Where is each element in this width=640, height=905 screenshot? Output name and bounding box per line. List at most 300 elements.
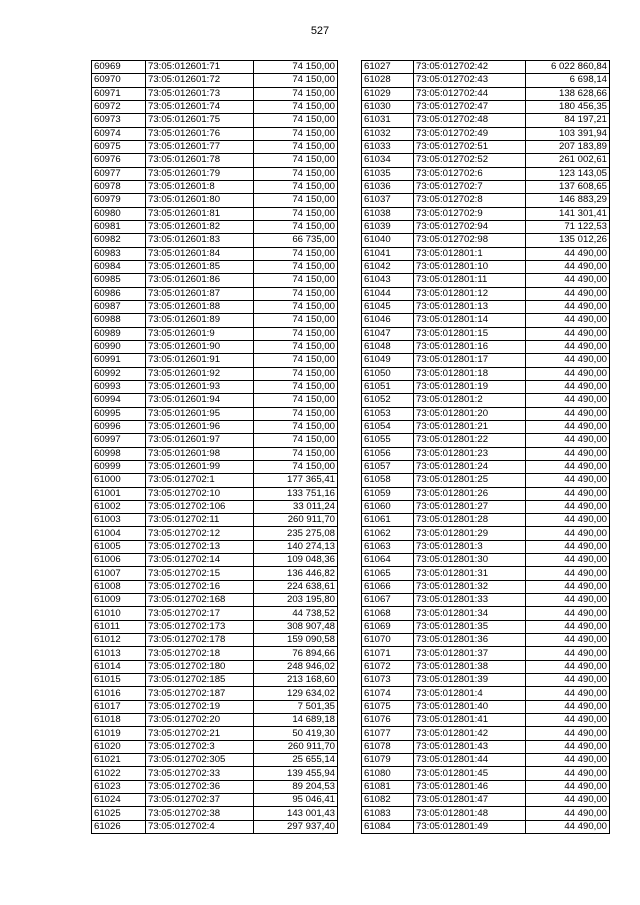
table-row — [92, 300, 338, 313]
value-cell: 74 150,00 — [254, 274, 338, 287]
table-row — [362, 820, 610, 833]
cadastral-number-cell: 73:05:012801:21 — [414, 420, 526, 433]
value-cell: 44 490,00 — [526, 620, 610, 633]
value-cell: 308 907,48 — [254, 620, 338, 633]
value-cell: 44 490,00 — [526, 474, 610, 487]
row-number-cell: 61074 — [362, 687, 414, 700]
value-cell: 74 150,00 — [254, 207, 338, 220]
table-row — [92, 487, 338, 500]
row-number-cell: 61057 — [362, 460, 414, 473]
table-row — [362, 154, 610, 167]
table-row — [92, 594, 338, 607]
row-number-cell: 60990 — [92, 340, 146, 353]
value-cell: 159 090,58 — [254, 634, 338, 647]
table-row — [92, 61, 338, 74]
row-number-cell: 61026 — [92, 820, 146, 833]
table-row — [92, 234, 338, 247]
cadastral-number-cell: 73:05:012702:168 — [146, 594, 254, 607]
cadastral-number-cell: 73:05:012601:79 — [146, 167, 254, 180]
table-row — [362, 807, 610, 820]
row-number-cell: 60980 — [92, 207, 146, 220]
row-number-cell: 60993 — [92, 380, 146, 393]
value-cell: 137 608,65 — [526, 180, 610, 193]
table-row — [362, 540, 610, 553]
value-cell: 140 274,13 — [254, 540, 338, 553]
table-row — [92, 607, 338, 620]
row-number-cell: 60970 — [92, 74, 146, 87]
cadastral-number-cell: 73:05:012801:40 — [414, 700, 526, 713]
value-cell: 260 911,70 — [254, 514, 338, 527]
value-cell: 44 490,00 — [526, 300, 610, 313]
value-cell: 74 150,00 — [254, 434, 338, 447]
row-number-cell: 61040 — [362, 234, 414, 247]
row-number-cell: 61077 — [362, 727, 414, 740]
table-row — [92, 740, 338, 753]
table-row — [362, 767, 610, 780]
cadastral-number-cell: 73:05:012601:95 — [146, 407, 254, 420]
table-row — [362, 580, 610, 593]
row-number-cell: 60977 — [92, 167, 146, 180]
value-cell: 44 490,00 — [526, 674, 610, 687]
cadastral-number-cell: 73:05:012702:180 — [146, 660, 254, 673]
value-cell: 44 490,00 — [526, 274, 610, 287]
cadastral-number-cell: 73:05:012702:21 — [146, 727, 254, 740]
table-row — [362, 620, 610, 633]
table-row — [92, 460, 338, 473]
cadastral-number-cell: 73:05:012601:88 — [146, 300, 254, 313]
row-number-cell: 60985 — [92, 274, 146, 287]
row-number-cell: 61016 — [92, 687, 146, 700]
row-number-cell: 60991 — [92, 354, 146, 367]
value-cell: 177 365,41 — [254, 474, 338, 487]
value-cell: 74 150,00 — [254, 61, 338, 74]
table-row — [92, 500, 338, 513]
row-number-cell: 61000 — [92, 474, 146, 487]
value-cell: 74 150,00 — [254, 380, 338, 393]
cadastral-number-cell: 73:05:012702:12 — [146, 527, 254, 540]
table-row — [362, 380, 610, 393]
value-cell: 44 490,00 — [526, 660, 610, 673]
table-row — [362, 114, 610, 127]
table-row — [92, 434, 338, 447]
table-row — [92, 314, 338, 327]
row-number-cell: 61018 — [92, 714, 146, 727]
cadastral-number-cell: 73:05:012601:99 — [146, 460, 254, 473]
row-number-cell: 61046 — [362, 314, 414, 327]
row-number-cell: 61082 — [362, 794, 414, 807]
row-number-cell: 61022 — [92, 767, 146, 780]
table-row — [362, 367, 610, 380]
cadastral-number-cell: 73:05:012702:8 — [414, 194, 526, 207]
value-cell: 74 150,00 — [254, 154, 338, 167]
row-number-cell: 61042 — [362, 260, 414, 273]
cadastral-number-cell: 73:05:012801:36 — [414, 634, 526, 647]
value-cell: 44 490,00 — [526, 354, 610, 367]
row-number-cell: 60979 — [92, 194, 146, 207]
value-cell: 44 490,00 — [526, 794, 610, 807]
cadastral-number-cell: 73:05:012801:24 — [414, 460, 526, 473]
cadastral-number-cell: 73:05:012801:11 — [414, 274, 526, 287]
value-cell: 6 022 860,84 — [526, 61, 610, 74]
row-number-cell: 61064 — [362, 554, 414, 567]
value-cell: 44 490,00 — [526, 780, 610, 793]
value-cell: 44 490,00 — [526, 714, 610, 727]
value-cell: 44 738,52 — [254, 607, 338, 620]
table-row — [92, 100, 338, 113]
table-row — [92, 380, 338, 393]
row-number-cell: 60971 — [92, 87, 146, 100]
row-number-cell: 61036 — [362, 180, 414, 193]
cadastral-number-cell: 73:05:012702:7 — [414, 180, 526, 193]
table-row — [362, 500, 610, 513]
row-number-cell: 61019 — [92, 727, 146, 740]
cadastral-number-cell: 73:05:012702:187 — [146, 687, 254, 700]
table-row — [362, 100, 610, 113]
table-row — [362, 554, 610, 567]
table-row — [92, 274, 338, 287]
value-cell: 84 197,21 — [526, 114, 610, 127]
row-number-cell: 60986 — [92, 287, 146, 300]
cadastral-number-cell: 73:05:012702:106 — [146, 500, 254, 513]
cadastral-number-cell: 73:05:012801:22 — [414, 434, 526, 447]
value-cell: 74 150,00 — [254, 87, 338, 100]
cadastral-number-cell: 73:05:012702:18 — [146, 647, 254, 660]
row-number-cell: 61003 — [92, 514, 146, 527]
cadastral-number-cell: 73:05:012601:90 — [146, 340, 254, 353]
cadastral-number-cell: 73:05:012601:72 — [146, 74, 254, 87]
table-row — [92, 207, 338, 220]
value-cell: 44 490,00 — [526, 607, 610, 620]
value-cell: 248 946,02 — [254, 660, 338, 673]
table-row — [362, 260, 610, 273]
row-number-cell: 61023 — [92, 780, 146, 793]
table-row — [92, 580, 338, 593]
table-row — [92, 354, 338, 367]
row-number-cell: 61055 — [362, 434, 414, 447]
table-row — [362, 714, 610, 727]
table-row — [362, 220, 610, 233]
row-number-cell: 61068 — [362, 607, 414, 620]
table-row — [92, 514, 338, 527]
table-row — [92, 754, 338, 767]
cadastral-number-cell: 73:05:012801:28 — [414, 514, 526, 527]
row-number-cell: 60981 — [92, 220, 146, 233]
cadastral-number-cell: 73:05:012801:23 — [414, 447, 526, 460]
value-cell: 261 002,61 — [526, 154, 610, 167]
cadastral-number-cell: 73:05:012702:9 — [414, 207, 526, 220]
row-number-cell: 60994 — [92, 394, 146, 407]
table-row — [362, 180, 610, 193]
table-row — [362, 354, 610, 367]
value-cell: 74 150,00 — [254, 220, 338, 233]
row-number-cell: 61024 — [92, 794, 146, 807]
value-cell: 203 195,80 — [254, 594, 338, 607]
value-cell: 74 150,00 — [254, 74, 338, 87]
value-cell: 74 150,00 — [254, 140, 338, 153]
value-cell: 44 490,00 — [526, 580, 610, 593]
row-number-cell: 61071 — [362, 647, 414, 660]
table-row — [362, 87, 610, 100]
row-number-cell: 60999 — [92, 460, 146, 473]
table-row — [92, 700, 338, 713]
cadastral-number-cell: 73:05:012801:41 — [414, 714, 526, 727]
table-row — [92, 647, 338, 660]
value-cell: 74 150,00 — [254, 407, 338, 420]
cadastral-number-cell: 73:05:012601:98 — [146, 447, 254, 460]
cadastral-number-cell: 73:05:012601:84 — [146, 247, 254, 260]
cadastral-number-cell: 73:05:012702:51 — [414, 140, 526, 153]
row-number-cell: 61052 — [362, 394, 414, 407]
table-row — [92, 327, 338, 340]
cadastral-number-cell: 73:05:012601:82 — [146, 220, 254, 233]
row-number-cell: 61079 — [362, 754, 414, 767]
cadastral-number-cell: 73:05:012801:47 — [414, 794, 526, 807]
row-number-cell: 60997 — [92, 434, 146, 447]
table-row — [362, 687, 610, 700]
row-number-cell: 60982 — [92, 234, 146, 247]
row-number-cell: 61007 — [92, 567, 146, 580]
table-row — [362, 794, 610, 807]
cadastral-number-cell: 73:05:012702:44 — [414, 87, 526, 100]
table-row — [92, 340, 338, 353]
value-cell: 74 150,00 — [254, 127, 338, 140]
table-row — [92, 634, 338, 647]
value-cell: 44 490,00 — [526, 460, 610, 473]
value-cell: 235 275,08 — [254, 527, 338, 540]
cadastral-number-cell: 73:05:012702:16 — [146, 580, 254, 593]
cadastral-number-cell: 73:05:012601:71 — [146, 61, 254, 74]
row-number-cell: 61058 — [362, 474, 414, 487]
table-row — [92, 567, 338, 580]
cadastral-number-cell: 73:05:012601:78 — [146, 154, 254, 167]
cadastral-number-cell: 73:05:012601:85 — [146, 260, 254, 273]
table-row — [92, 474, 338, 487]
cadastral-number-cell: 73:05:012801:3 — [414, 540, 526, 553]
value-cell: 103 391,94 — [526, 127, 610, 140]
table-row — [362, 780, 610, 793]
row-number-cell: 61048 — [362, 340, 414, 353]
cadastral-number-cell: 73:05:012801:16 — [414, 340, 526, 353]
row-number-cell: 61047 — [362, 327, 414, 340]
row-number-cell: 61054 — [362, 420, 414, 433]
row-number-cell: 60978 — [92, 180, 146, 193]
table-row — [362, 634, 610, 647]
value-cell: 74 150,00 — [254, 314, 338, 327]
cadastral-number-cell: 73:05:012702:178 — [146, 634, 254, 647]
cadastral-number-cell: 73:05:012801:48 — [414, 807, 526, 820]
row-number-cell: 61050 — [362, 367, 414, 380]
cadastral-number-cell: 73:05:012801:34 — [414, 607, 526, 620]
value-cell: 44 490,00 — [526, 247, 610, 260]
cadastral-number-cell: 73:05:012601:87 — [146, 287, 254, 300]
cadastral-number-cell: 73:05:012702:14 — [146, 554, 254, 567]
row-number-cell: 60989 — [92, 327, 146, 340]
value-cell: 44 490,00 — [526, 594, 610, 607]
value-cell: 44 490,00 — [526, 380, 610, 393]
cadastral-number-cell: 73:05:012801:2 — [414, 394, 526, 407]
row-number-cell: 60996 — [92, 420, 146, 433]
value-cell: 14 689,18 — [254, 714, 338, 727]
value-cell: 44 490,00 — [526, 767, 610, 780]
cadastral-number-cell: 73:05:012801:44 — [414, 754, 526, 767]
cadastral-number-cell: 73:05:012702:38 — [146, 807, 254, 820]
row-number-cell: 60988 — [92, 314, 146, 327]
row-number-cell: 60972 — [92, 100, 146, 113]
cadastral-number-cell: 73:05:012601:91 — [146, 354, 254, 367]
table-row — [92, 247, 338, 260]
value-cell: 44 490,00 — [526, 407, 610, 420]
cadastral-number-cell: 73:05:012601:81 — [146, 207, 254, 220]
cadastral-number-cell: 73:05:012702:4 — [146, 820, 254, 833]
table-row — [92, 367, 338, 380]
value-cell: 44 490,00 — [526, 527, 610, 540]
cadastral-number-cell: 73:05:012801:32 — [414, 580, 526, 593]
row-number-cell: 61038 — [362, 207, 414, 220]
row-number-cell: 61005 — [92, 540, 146, 553]
cadastral-number-cell: 73:05:012801:4 — [414, 687, 526, 700]
cadastral-number-cell: 73:05:012702:6 — [414, 167, 526, 180]
cadastral-number-cell: 73:05:012702:20 — [146, 714, 254, 727]
table-row — [92, 260, 338, 273]
table-row — [92, 554, 338, 567]
row-number-cell: 61053 — [362, 407, 414, 420]
row-number-cell: 61011 — [92, 620, 146, 633]
cadastral-number-cell: 73:05:012601:8 — [146, 180, 254, 193]
table-row — [362, 607, 610, 620]
cadastral-number-cell: 73:05:012801:18 — [414, 367, 526, 380]
row-number-cell: 61043 — [362, 274, 414, 287]
row-number-cell: 61034 — [362, 154, 414, 167]
value-cell: 71 122,53 — [526, 220, 610, 233]
cadastral-number-cell: 73:05:012702:10 — [146, 487, 254, 500]
cadastral-number-cell: 73:05:012702:185 — [146, 674, 254, 687]
value-cell: 44 490,00 — [526, 820, 610, 833]
cadastral-number-cell: 73:05:012601:83 — [146, 234, 254, 247]
value-cell: 50 419,30 — [254, 727, 338, 740]
cadastral-number-cell: 73:05:012801:13 — [414, 300, 526, 313]
table-row — [362, 340, 610, 353]
row-number-cell: 61078 — [362, 740, 414, 753]
value-cell: 74 150,00 — [254, 340, 338, 353]
row-number-cell: 61039 — [362, 220, 414, 233]
row-number-cell: 61037 — [362, 194, 414, 207]
row-number-cell: 60973 — [92, 114, 146, 127]
table-row — [362, 234, 610, 247]
row-number-cell: 61044 — [362, 287, 414, 300]
cadastral-number-cell: 73:05:012801:17 — [414, 354, 526, 367]
row-number-cell: 61083 — [362, 807, 414, 820]
row-number-cell: 60998 — [92, 447, 146, 460]
table-row — [92, 687, 338, 700]
table-row — [362, 74, 610, 87]
cadastral-number-cell: 73:05:012702:43 — [414, 74, 526, 87]
cadastral-number-cell: 73:05:012801:49 — [414, 820, 526, 833]
cadastral-number-cell: 73:05:012801:19 — [414, 380, 526, 393]
table-row — [362, 754, 610, 767]
value-cell: 44 490,00 — [526, 487, 610, 500]
row-number-cell: 60969 — [92, 61, 146, 74]
row-number-cell: 61084 — [362, 820, 414, 833]
table-row — [362, 287, 610, 300]
value-cell: 44 490,00 — [526, 420, 610, 433]
cadastral-number-cell: 73:05:012601:76 — [146, 127, 254, 140]
row-number-cell: 61025 — [92, 807, 146, 820]
cadastral-number-cell: 73:05:012601:89 — [146, 314, 254, 327]
cadastral-number-cell: 73:05:012702:98 — [414, 234, 526, 247]
row-number-cell: 61065 — [362, 567, 414, 580]
value-cell: 213 168,60 — [254, 674, 338, 687]
value-cell: 74 150,00 — [254, 287, 338, 300]
row-number-cell: 61081 — [362, 780, 414, 793]
value-cell: 44 490,00 — [526, 540, 610, 553]
cadastral-number-cell: 73:05:012801:43 — [414, 740, 526, 753]
table-row — [92, 287, 338, 300]
value-cell: 44 490,00 — [526, 807, 610, 820]
cadastral-number-cell: 73:05:012702:36 — [146, 780, 254, 793]
row-number-cell: 61056 — [362, 447, 414, 460]
cadastral-number-cell: 73:05:012702:33 — [146, 767, 254, 780]
table-row — [362, 514, 610, 527]
cadastral-number-cell: 73:05:012702:49 — [414, 127, 526, 140]
value-cell: 44 490,00 — [526, 687, 610, 700]
table-row — [92, 620, 338, 633]
value-cell: 44 490,00 — [526, 700, 610, 713]
row-number-cell: 60974 — [92, 127, 146, 140]
value-cell: 66 735,00 — [254, 234, 338, 247]
row-number-cell: 61075 — [362, 700, 414, 713]
value-cell: 7 501,35 — [254, 700, 338, 713]
cadastral-number-cell: 73:05:012601:74 — [146, 100, 254, 113]
table-row — [92, 127, 338, 140]
row-number-cell: 61009 — [92, 594, 146, 607]
page-number: 527 — [310, 25, 330, 37]
table-row — [92, 394, 338, 407]
table-row — [362, 487, 610, 500]
value-cell: 74 150,00 — [254, 367, 338, 380]
register-table-right — [361, 60, 610, 834]
value-cell: 143 001,43 — [254, 807, 338, 820]
row-number-cell: 61073 — [362, 674, 414, 687]
table-row — [362, 474, 610, 487]
value-cell: 44 490,00 — [526, 340, 610, 353]
cadastral-number-cell: 73:05:012801:29 — [414, 527, 526, 540]
value-cell: 44 490,00 — [526, 394, 610, 407]
table-row — [362, 207, 610, 220]
table-row — [362, 594, 610, 607]
row-number-cell: 61061 — [362, 514, 414, 527]
table-row — [92, 660, 338, 673]
value-cell: 74 150,00 — [254, 100, 338, 113]
row-number-cell: 60984 — [92, 260, 146, 273]
table-row — [92, 674, 338, 687]
cadastral-number-cell: 73:05:012702:48 — [414, 114, 526, 127]
table-row — [92, 87, 338, 100]
value-cell: 146 883,29 — [526, 194, 610, 207]
cadastral-number-cell: 73:05:012702:305 — [146, 754, 254, 767]
cadastral-number-cell: 73:05:012801:45 — [414, 767, 526, 780]
cadastral-number-cell: 73:05:012801:31 — [414, 567, 526, 580]
value-cell: 180 456,35 — [526, 100, 610, 113]
row-number-cell: 61080 — [362, 767, 414, 780]
value-cell: 139 455,94 — [254, 767, 338, 780]
table-row — [362, 460, 610, 473]
cadastral-number-cell: 73:05:012801:30 — [414, 554, 526, 567]
row-number-cell: 61014 — [92, 660, 146, 673]
value-cell: 74 150,00 — [254, 180, 338, 193]
cadastral-number-cell: 73:05:012601:86 — [146, 274, 254, 287]
value-cell: 44 490,00 — [526, 567, 610, 580]
value-cell: 44 490,00 — [526, 367, 610, 380]
